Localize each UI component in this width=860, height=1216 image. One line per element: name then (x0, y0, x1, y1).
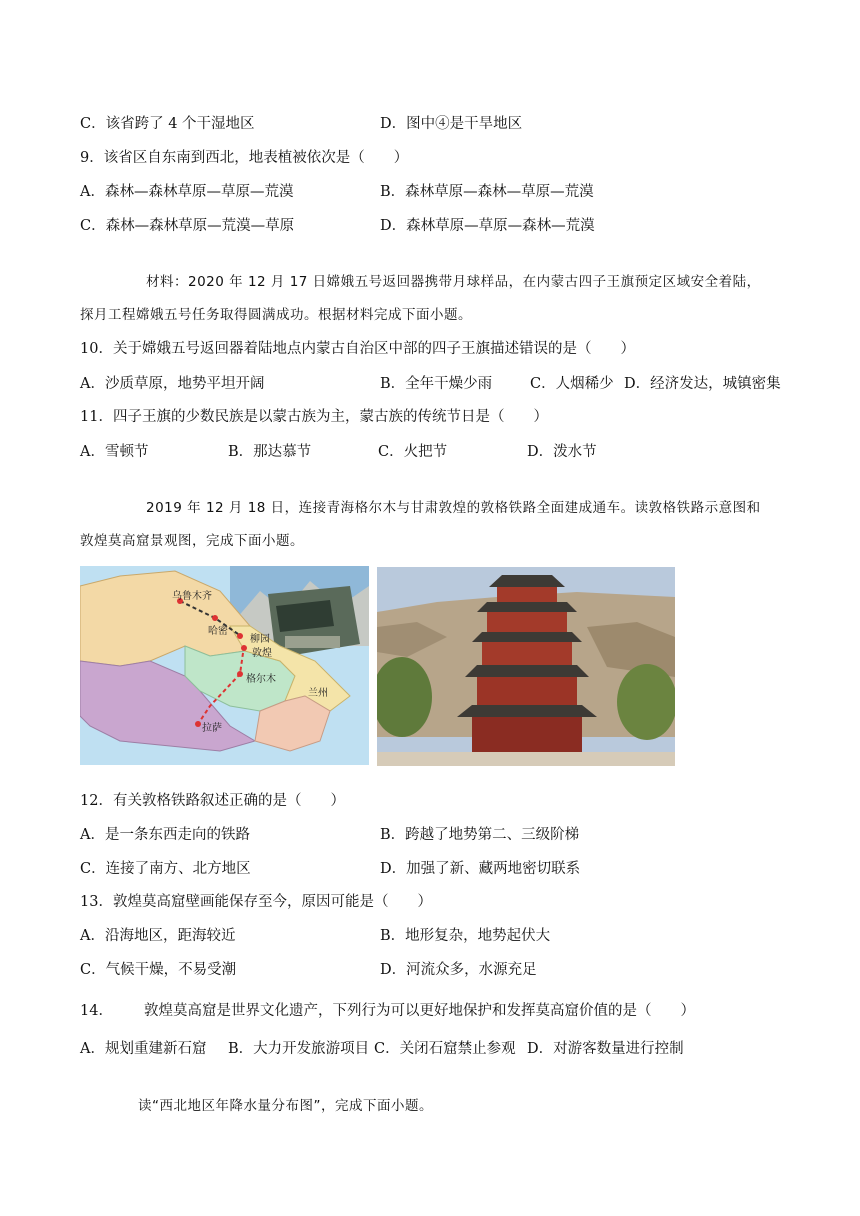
q9-option-a: A．森林—森林草原—草原—荒漠 (80, 184, 294, 200)
q13-option-a: A．沿海地区，距海较近 (80, 928, 236, 944)
map-label-lhasa: 拉萨 (202, 723, 222, 734)
q11-option-a: A．雪顿节 (80, 444, 149, 460)
material1-line1: 材料：2020 年 12 月 17 日嫦娥五号返回器携带月球样品，在内蒙古四子王旗预定区域安全着陆， (146, 274, 761, 290)
photo-graphic (377, 567, 675, 766)
q12-stem: 12．有关敦格铁路叙述正确的是（ ） (80, 793, 345, 809)
q12-option-b: B．跨越了地势第二、三级阶梯 (380, 827, 580, 843)
q9-option-b: B．森林草原—森林—草原—荒漠 (380, 184, 594, 200)
map-label-lanzhou: 兰州 (308, 688, 328, 699)
material2-line2: 敦煌莫高窟景观图，完成下面小题。 (80, 533, 304, 549)
material2-line1: 2019 年 12 月 18 日，连接青海格尔木与甘肃敦煌的敦格铁路全面建成通车。读敦格铁路示意图和 (146, 500, 761, 516)
q8-option-d: D．图中④是干旱地区 (380, 116, 523, 132)
q13-stem: 13．敦煌莫高窟壁画能保存至今，原因可能是（ ） (80, 894, 432, 910)
q14-option-c: C．关闭石窟禁止参观 (374, 1041, 516, 1057)
map-label-golmud: 格尔木 (246, 674, 276, 685)
q9-stem: 9．该省区自东南到西北，地表植被依次是（ ） (80, 150, 409, 166)
q12-option-c: C．连接了南方、北方地区 (80, 861, 251, 877)
map-graphic (80, 566, 369, 765)
q14-option-b: B．大力开发旅游项目 (228, 1041, 370, 1057)
q12-option-a: A．是一条东西走向的铁路 (80, 827, 250, 843)
q11-option-d: D．泼水节 (527, 444, 597, 460)
q14-option-d: D．对游客数量进行控制 (527, 1041, 684, 1057)
q10-option-b: B．全年干燥少雨 (380, 376, 493, 392)
dunge-railway-map (80, 566, 369, 765)
map-label-liuyuan: 柳园 (250, 634, 270, 645)
q13-option-d: D．河流众多，水源充足 (380, 962, 537, 978)
q12-option-d: D．加强了新、藏两地密切联系 (380, 861, 581, 877)
mogao-grottoes-photo (377, 567, 675, 766)
q11-option-c: C．火把节 (378, 444, 448, 460)
q10-option-c: C．人烟稀少 (530, 376, 614, 392)
q11-stem: 11．四子王旗的少数民族是以蒙古族为主，蒙古族的传统节日是（ ） (80, 409, 548, 425)
q8-option-c: C．该省跨了 4 个干湿地区 (80, 116, 255, 132)
material3-line1: 读“西北地区年降水量分布图”，完成下面小题。 (138, 1098, 433, 1114)
q14-option-a: A．规划重建新石窟 (80, 1041, 207, 1057)
q9-option-c: C．森林—森林草原—荒漠—草原 (80, 218, 295, 234)
q10-option-a: A．沙质草原，地势平坦开阔 (80, 376, 265, 392)
q11-option-b: B．那达慕节 (228, 444, 312, 460)
map-label-dunhuang: 敦煌 (252, 648, 272, 659)
q14-number: 14． (80, 1003, 113, 1019)
material1-line2: 探月工程嫦娥五号任务取得圆满成功。根据材料完成下面小题。 (80, 307, 472, 323)
q13-option-c: C．气候干燥，不易受潮 (80, 962, 237, 978)
q10-stem: 10．关于嫦娥五号返回器着陆地点内蒙古自治区中部的四子王旗描述错误的是（ ） (80, 341, 635, 357)
map-label-urumqi: 乌鲁木齐 (172, 591, 212, 602)
q10-option-d: D．经济发达，城镇密集 (624, 376, 781, 392)
q9-option-d: D．森林草原—草原—森林—荒漠 (380, 218, 595, 234)
q13-option-b: B．地形复杂，地势起伏大 (380, 928, 551, 944)
q14-stem: 敦煌莫高窟是世界文化遗产，下列行为可以更好地保护和发挥莫高窟价值的是（ ） (144, 1003, 695, 1019)
map-label-hami: 哈密 (208, 626, 228, 637)
